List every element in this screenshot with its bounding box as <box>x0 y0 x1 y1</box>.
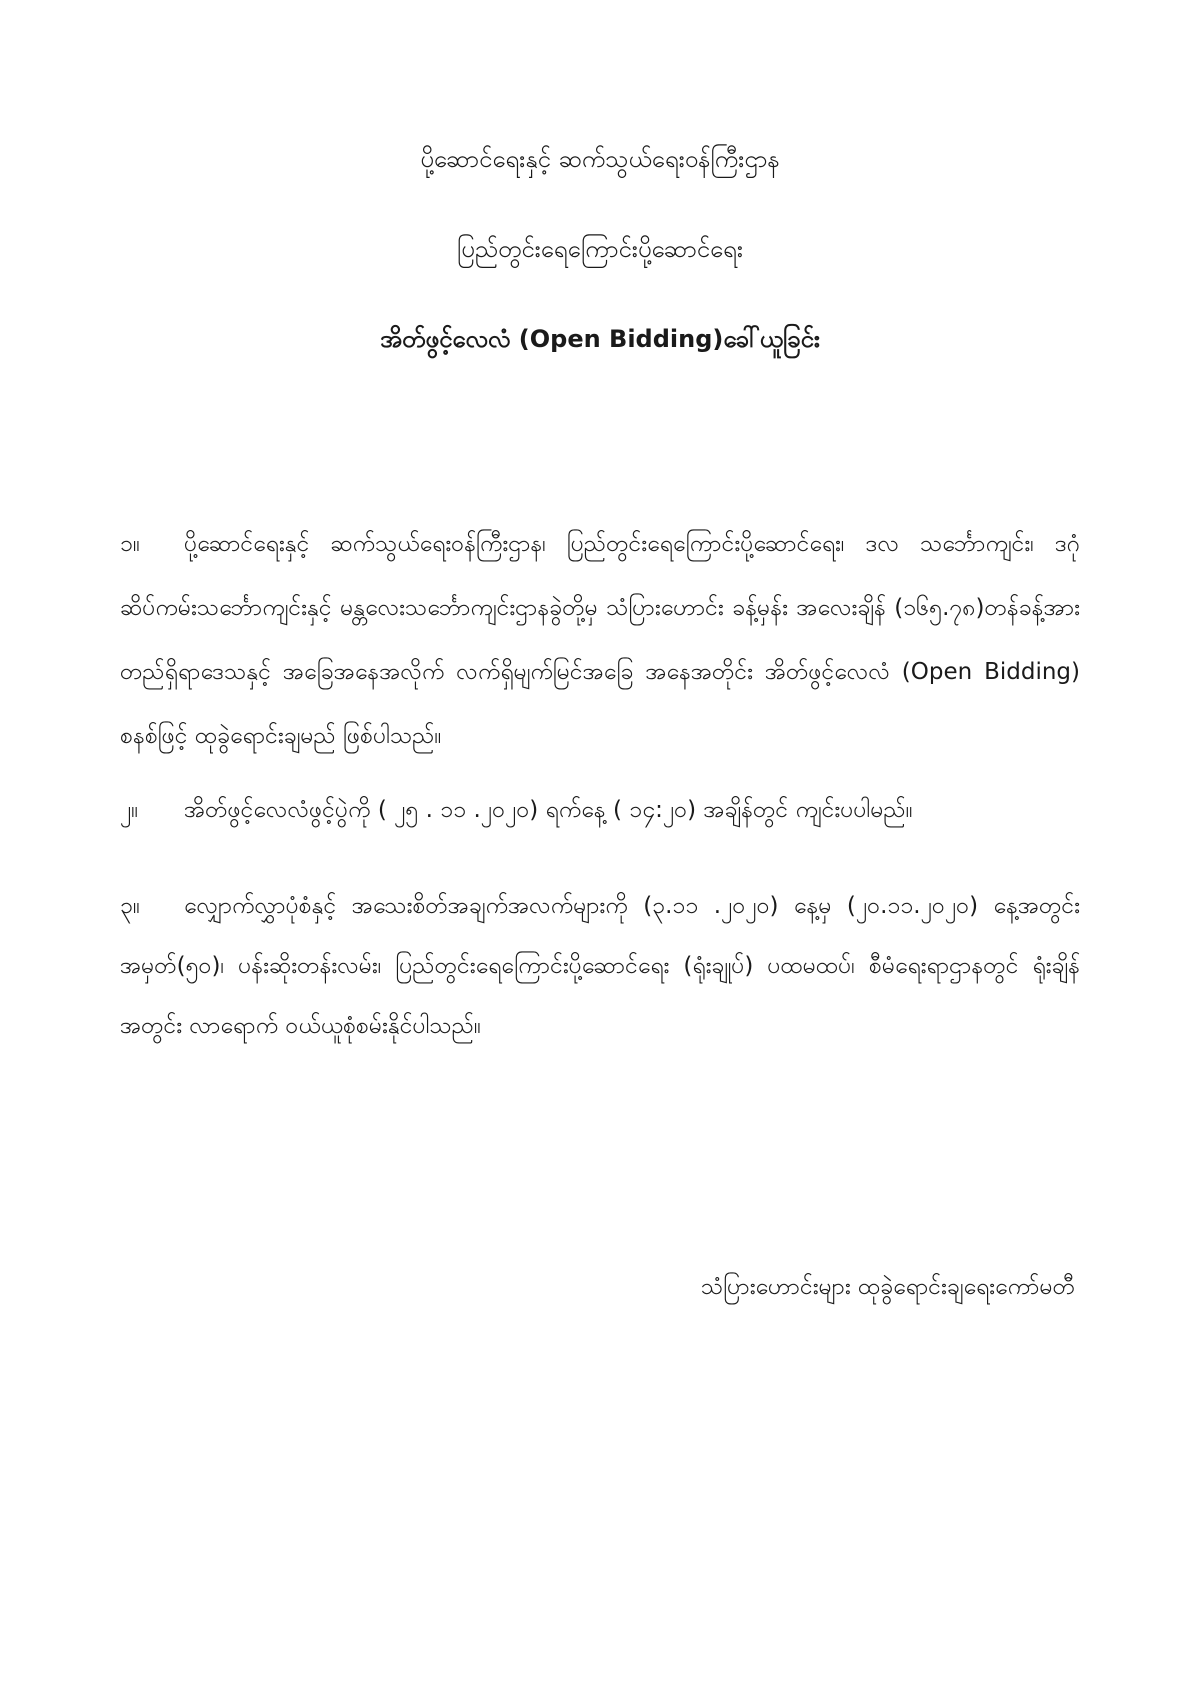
paragraph-2-number: ၂။ <box>120 797 139 823</box>
paragraph-3-text: လျှောက်လွှာပုံစံနှင့် အသေးစိတ်အချက်အလက်များကို (၃.၁၁ .၂၀၂၀) နေ့မှ (၂၀.၁၁.၂၀၂၀) နေ့အတွင်း အမှတ်(၅၀)၊ ပန်းဆိုးတန်းလမ်း၊ ပြည်တွင်းရေကြောင်းပို့ဆောင်ရေး (ရုံးချုပ်) ပထမထပ်၊ စီမံရေးရာဌာနတွင် ရုံးချိန်အတွင်း လာရောက် ဝယ်ယူစုံစမ်းနိုင်ပါသည်။ <box>120 893 1080 1039</box>
paragraph-3 <box>120 876 1080 1056</box>
paragraph-2-text: အိတ်ဖွင့်လေလံဖွင့်ပွဲကို ( ၂၅ . ၁၁ .၂၀၂၀) ရက်နေ့ ( ၁၄:၂၀) အချိန်တွင် ကျင်းပပါမည်။ <box>184 797 913 823</box>
paragraph-3-number: ၃။ <box>120 893 140 919</box>
paragraph-1 <box>120 512 1080 768</box>
paragraph-2 <box>120 790 1080 830</box>
department-heading: ပြည်တွင်းရေကြောင်းပို့ဆောင်ရေး <box>457 235 743 263</box>
announcement-title: အိတ်ဖွင့်လေလံ (Open Bidding)ခေါ်ယူခြင်း <box>379 325 821 353</box>
committee-signature: သံပြားဟောင်းများ ထုခွဲရောင်းချရေးကော်မတီ <box>701 1274 1075 1300</box>
paragraph-1-number: ၁။ <box>120 531 140 557</box>
paragraph-1-text: ပို့ဆောင်ရေးနှင့် ဆက်သွယ်ရေးဝန်ကြီးဌာန၊ ပြည်တွင်းရေကြောင်းပို့ဆောင်ရေး၊ ဒလ သင်္ဘောကျင်း၊ ဒဂုံဆိပ်ကမ်းသင်္ဘောကျင်းနှင့် မန္တလေးသင်္ဘောကျင်းဌာနခွဲတို့မှ သံပြားဟောင်း ခန့်မှန်း အလေးချိန် (၁၆၅.၇၈)တန်ခန့်အား တည်ရှိရာဒေသနှင့် အခြေအနေအလိုက် လက်ရှိမျက်မြင်အခြေ အနေအတိုင်း အိတ်ဖွင့်လေလံ (Open Bidding) စနစ်ဖြင့် ထုခွဲရောင်းချမည် ဖြစ်ပါသည်။ <box>120 531 1080 749</box>
ministry-heading: ပို့ဆောင်ရေးနှင့် ဆက်သွယ်ရေးဝန်ကြီးဌာန <box>420 145 780 173</box>
